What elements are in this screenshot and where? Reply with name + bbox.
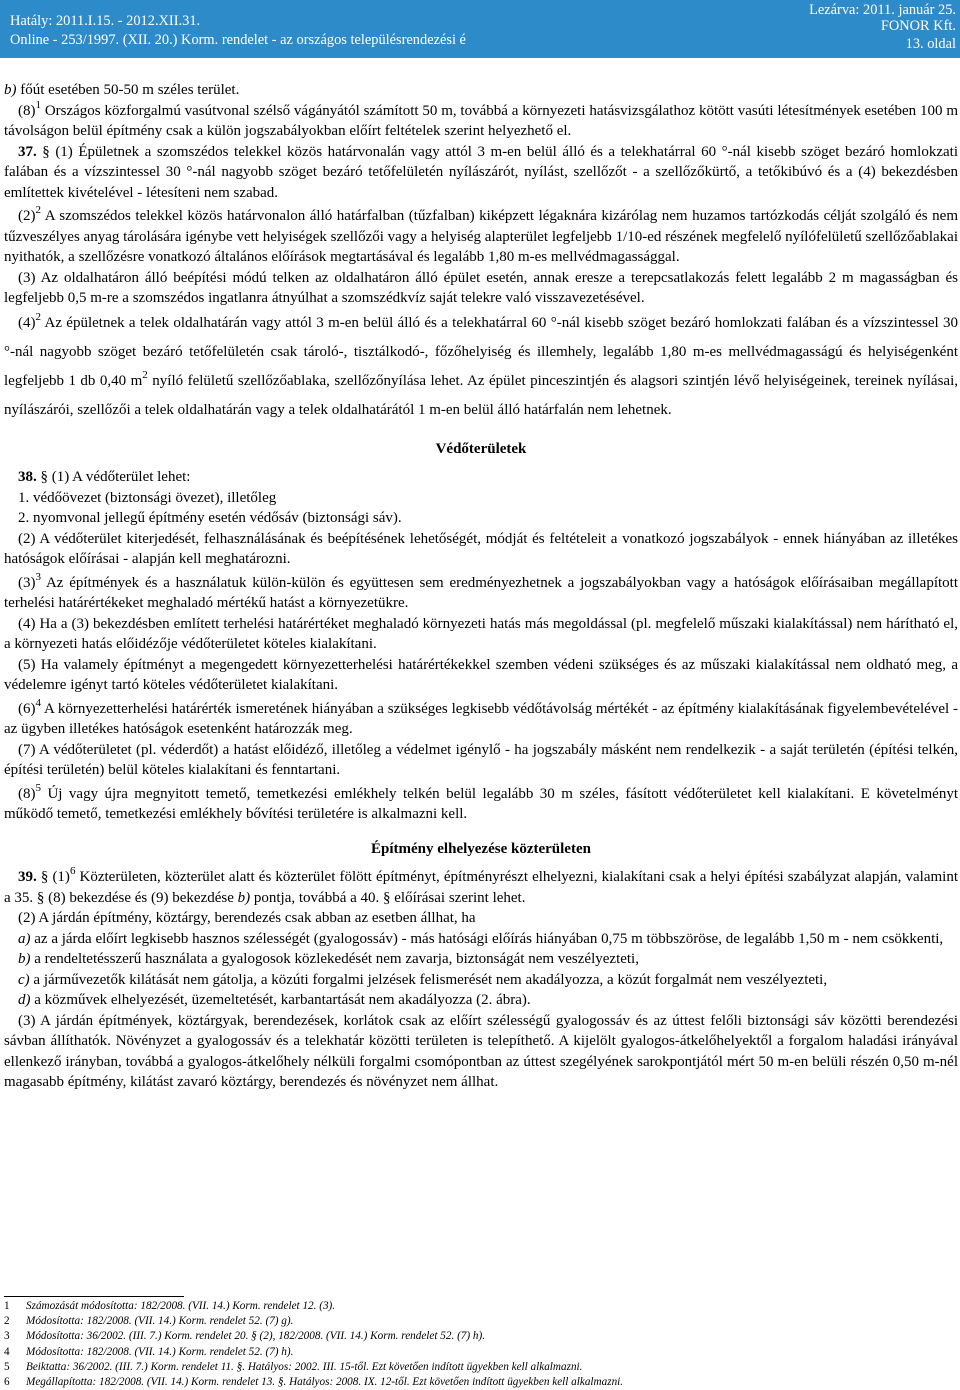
footnote [4,1360,958,1375]
point-label: b) [18,951,31,967]
paragraph [4,908,958,929]
paragraph-text: A környezetterhelési határérték ismeretének hiányában a szükséges legkisebb védőtávolság mértékét - az építmény kialakításának figyelembevételével - az ügyben illetékes hatóságok esetenként határozzák meg. [4,700,958,737]
footnotes [4,1296,958,1390]
subsection-number: (8) [18,785,36,802]
list-item [4,990,958,1011]
section-number: 39. [18,869,37,885]
point-label: b) [4,82,17,98]
footnote-text: Megállapította: 182/2008. (VII. 14.) Korm. rendelet 13. §. Hatályos: 2008. IX. 12-től. Ezt követően indított ügyekben kell alkalmazni. [26,1376,624,1389]
paragraph [4,781,958,825]
section-heading: Építmény elhelyezése közterületen [371,840,591,857]
header-page-number: 13. oldal [905,36,956,52]
paragraph-text: nyíló felületű szellőzőablaka, szellőzőnyílása lehet. Az épület pinceszintjén és alagsori szintjén lévő helyiségeinek, tereinek nyílásai, nyílászárói, szellőzői a telek oldalhatárán vagy a telek oldalhatárától 1 m-en belül álló határfalán nem lehetnek. [4,372,958,418]
paragraph [4,614,958,655]
paragraph-text: a rendeltetésszerű használata a gyalogosok közlekedését nem zavarja, biztonságát nem veszélyezteti, [30,951,639,967]
list-item: 2. nyomvonal jellegű építmény esetén védősáv (biztonsági sáv). [18,510,402,526]
document-body [4,80,958,1093]
section-39 [4,867,958,908]
paragraph-text: (5) Ha valamely építményt a megengedett környezetterhelési határértékekkel szemben védeni szükséges és az műszaki kialakítással nem oldható meg, a védelemre igényt tartó köteles védőterületet kialakítani. [4,656,958,693]
paragraph [4,655,958,696]
paragraph [4,80,958,101]
subsection-number: (6) [18,700,36,717]
section-sign: § [36,143,56,160]
subsection-number: (2) [18,208,36,224]
paragraph [4,570,958,614]
paragraph-text: (2) A járdán építmény, köztárgy, berendezés csak abban az esetben állhat, ha [18,910,476,926]
footnote [4,1329,958,1344]
paragraph-text: Az épületnek a telek oldalhatárán vagy attól 3 m-en belül álló és a telekhatárral 60 °-nál kisebb szöget bezáró homlokzati falában és a vízszintessel 30 °-nál nagyobb szöget bezáró tetőfelületén csak tároló-, tisztálkodó-, főzőhelyiség és illemhely, legalább 1,80 m-es mellvédmagasságú és helyiségenként legfeljebb 1 db 0,40 m [4,314,958,389]
paragraph-text: (4) Ha a (3) bekezdésben említett terhelési határértéket meghaladó környezeti hatás más megoldással (pl. megfelelő műszaki kialakítással) nem hárítható el, a környezeti hatás előidézője védőterületet köteles kialakítani. [4,615,958,652]
page-header [0,0,960,58]
list-item: 1. védőövezet (biztonsági övezet), illetőleg [18,489,277,506]
section-number: 38. [18,469,37,485]
subsection-number: (4) [18,314,36,331]
footnote-number: 2 [4,1315,10,1328]
paragraph-text: Új vagy újra megnyitott temető, temetkezési emlékhely telkén belül legalább 30 m széles, fásított védőterületet kell kialakítani. E követelményt működő temető, temetkezési emlékhely bővítési területére is alkalmazni kell. [4,785,958,822]
paragraph-text: a közművek elhelyezését, üzemeltetését, karbantartását nem akadályozza (2. ábra). [30,992,531,1008]
header-publisher: FONOR Kft. [880,18,956,34]
footnote [4,1299,958,1314]
paragraph-text: (3) Az oldalhatáron álló beépítési módú telken az oldalhatáron álló épület esetén, annak eresze a terepcsatlakozás felett legalább 2 m magasságban és legfeljebb 0,5 m-re a szomszédos ingatlanra átnyúlhat a szomszédkvíz saját telekre való visszavezetésével. [4,269,958,306]
subsection-number: (3) [18,574,36,591]
footnote-text: Módosította: 182/2008. (VII. 14.) Korm. rendelet 52. (7) g). [26,1315,294,1328]
footnote-ref[interactable]: 5 [35,781,41,794]
paragraph [4,740,958,781]
footnote-text: Módosította: 182/2008. (VII. 14.) Korm. rendelet 52. (7) h). [26,1345,294,1358]
paragraph-text: a járművezetők kilátását nem gátolja, a közúti forgalmi jelzések felismerését nem akadályozza, a közút forgalmát nem veszélyezteti, [29,971,828,988]
section-37 [4,142,958,204]
unit-exponent: 2 [142,368,148,381]
footnote-number: 4 [4,1345,10,1358]
paragraph-text: Az építmények és a használatuk külön-külön és együttesen sem eredményezhetnek a jogszabályokban vagy a hatóságok előírásaiban megállapított terhelési határértékeket meghaladó mértékű hatást a környezetükre. [4,574,958,611]
point-label: b) [237,889,251,906]
footnote-text: Módosította: 36/2002. (III. 7.) Korm. rendelet 20. § (2), 182/2008. (VII. 14.) Korm. rendelet 52. (7) h). [26,1330,486,1343]
footnote-ref[interactable]: 1 [35,98,41,111]
footnote [4,1314,958,1329]
section-sign: § [36,869,53,885]
paragraph-text: főút esetében 50-50 m széles terület. [16,82,240,98]
footnote-text: Beiktatta: 36/2002. (III. 7.) Korm. rendelet 11. §. Hatályos: 2002. III. 15-től. Ezt követően indított ügyekben kell alkalmazni. [26,1360,583,1373]
list-item [4,929,958,950]
footnote-number: 1 [4,1300,10,1312]
header-document-title: Online - 253/1997. (XII. 20.) Korm. rendelet - az országos településrendezési é [10,32,466,48]
paragraph-text: (1) A védőterület lehet: [51,469,191,485]
paragraph [4,696,958,740]
paragraph-text: (1) Épületnek a szomszédos telekkel közös határvonalán vagy attól 3 m-en belül álló és a telekhatárral 60 °-nál kisebb szöget bezáró homlokzati falában és a vízszintessel 30 °-nál nagyobb szöget bezáró tetőfelületén nyílászárót, nyílást, szellőzőt - a szellőzőkürtő, a tetőkibúvó és a (4) bekezdésben említettek kivételével - létesíteni nem szabad. [4,143,958,201]
paragraph [4,1011,958,1093]
footnote [4,1345,958,1360]
paragraph-text: (7) A védőterületet (pl. véderdőt) a hatást előidéző, illetőleg a védelmet igénylő - ha jogszabály másként nem rendelkezik - a saját területén (építési telkén, építési területén) belül köteles kialakítani és fenntartani. [4,741,958,778]
paragraph-text: (3) A járdán építmények, köztárgyak, berendezések, korlátok csak az előírt szélességű gyalogossáv és az úttest felőli biztonsági sáv közötti berendezési sávban állíthatók. Növényzet a gyalogossáv és a telekhatár közötti területen is telepíthető. A kijelölt gyalogos-átkelőhelyektől a forgalom haladási irányával ellenkező irányban, továbbá a gyalogos-átkelőhely nélküli forgalmi csomópontban az úttest szegélyének sarokpontjától mért 50 m-en belüli részén 0,50 m-nél magasabb építmény, kilátást zavaró köztárgy, berendezés és növényzet nem állhat. [4,1012,958,1090]
footnote-number: 3 [4,1330,10,1343]
point-label: a) [18,930,31,947]
footnote-ref[interactable]: 3 [35,570,41,583]
paragraph-text: (2) A védőterület kiterjedését, felhasználásának és beépítésének lehetőségét, módját és feltételeit a vonatkozó jogszabályok - ennek hiányában az illetékes hatóságok előírásai - alapján kell meghatározni. [4,530,958,567]
list-item [4,949,958,970]
footnote-number: 5 [4,1360,10,1373]
paragraph [4,529,958,570]
subsection-number: (1) [52,869,70,885]
section-number: 37. [18,143,37,160]
subsection-number: (8) [18,102,36,119]
paragraph-text: Közterületen, közterület alatt és közterület fölött építményt, építményrészt elhelyezni, kialakítani csak a helyi építési szabályzat alapján, valamint a 35. § (8) bekezdése és (9) bekezdése [4,869,958,906]
point-label: d) [18,992,31,1008]
paragraph [4,268,958,309]
point-label: c) [18,971,30,988]
footnote-ref[interactable]: 6 [69,865,76,877]
paragraph-text: Országos közforgalmú vasútvonal szélső vágányától számított 50 m, továbbá a környezeti hatásvizsgálathoz kötött vasúti létesítmények esetében 100 m távolságon belül építmény csak a külön jogszabályokban előírt feltételek szerint helyezhető el. [4,102,958,139]
paragraph [4,98,958,142]
header-closed-date: Lezárva: 2011. január 25. [809,2,956,18]
paragraph-text: A szomszédos telekkel közös határvonalon álló határfalban (tűzfalban) kiképzett légaknára kizárólag nem huzamos tartózkodás célját szolgáló és nem tűzveszélyes anyag tárolására igénybe vett helyiségek szellőzői vagy a helyiség alapterület legfeljebb 1/10-ed részének megfelelő nyílófelületű szellőzőablakai nyithatók, a szellőzésre vonatkozó általános előírások megtartásával és legalább 1,80 m-es mellvédmagassággal. [4,208,958,265]
section-heading: Védőterületek [435,440,527,457]
footnote-ref[interactable]: 2 [35,310,41,323]
section-38 [4,467,958,488]
footnote-ref[interactable]: 4 [35,696,41,709]
footnote-divider [4,1296,184,1297]
paragraph [4,309,958,425]
footnote-text: Számozását módosította: 182/2008. (VII. 14.) Korm. rendelet 12. (3). [26,1300,336,1312]
paragraph-text: az a járda előírt legkisebb hasznos szélességét (gyalogossáv) - más hatósági előírás hiányában 0,75 m többszöröse, de legalább 1,50 m - nem csökkenti, [30,930,944,947]
header-validity: Hatály: 2011.I.15. - 2012.XII.31. [10,13,201,29]
footnote-ref[interactable]: 2 [35,204,41,216]
list-item [4,970,958,991]
footnote-number: 6 [4,1376,10,1389]
footnote [4,1375,958,1390]
paragraph [4,206,958,268]
paragraph-text: pontja, továbbá a 40. § előírásai szerint lehet. [250,889,526,906]
section-sign: § [36,469,52,485]
